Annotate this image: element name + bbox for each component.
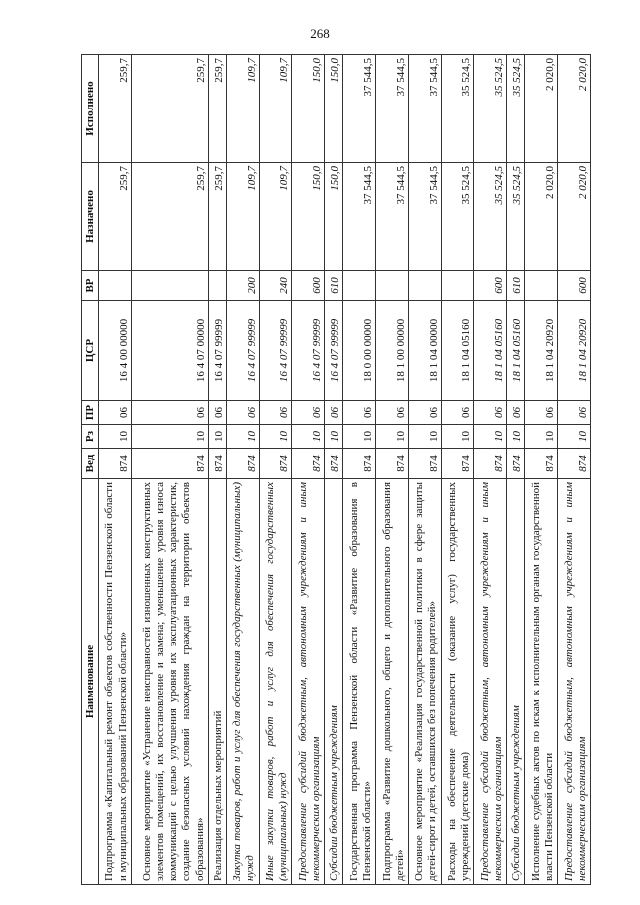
- row-csr: 16 4 07 99999: [259, 301, 292, 401]
- row-ved: 874: [558, 449, 591, 479]
- row-pr: 06: [131, 401, 208, 425]
- row-ved: 874: [474, 449, 507, 479]
- row-pr: 06: [99, 401, 132, 425]
- row-executed: 35 524,5: [474, 55, 507, 163]
- row-pr: 06: [525, 401, 558, 425]
- row-pr: 06: [408, 401, 441, 425]
- row-rz: 10: [325, 425, 343, 449]
- row-pr: 06: [441, 401, 474, 425]
- row-name: Предоставление субсидий бюджетным, автономным учреждениям и иным некоммерческим организациям: [558, 479, 591, 885]
- row-rz: 10: [343, 425, 376, 449]
- row-executed: 150,0: [292, 55, 325, 163]
- row-name: Реализация отдельных мероприятий: [208, 479, 226, 885]
- header-pr: ПР: [82, 401, 99, 425]
- row-ved: 874: [325, 449, 343, 479]
- row-ved: 874: [525, 449, 558, 479]
- row-name: Государственная программа Пензенской области «Развитие образования в Пензенской области»: [343, 479, 376, 885]
- row-assigned: 259,7: [131, 163, 208, 271]
- row-rz: 10: [259, 425, 292, 449]
- row-assigned: 259,7: [99, 163, 132, 271]
- budget-table: [81, 54, 591, 885]
- row-vr: [343, 271, 376, 301]
- row-name: Закупка товаров, работ и услуг для обеспечения государственных (муниципальных) нужд: [226, 479, 259, 885]
- row-vr: [441, 271, 474, 301]
- row-csr: 18 0 00 00000: [343, 301, 376, 401]
- row-vr: 200: [226, 271, 259, 301]
- row-assigned: 2 020,0: [525, 163, 558, 271]
- header-vr: ВР: [82, 271, 99, 301]
- row-rz: 10: [99, 425, 132, 449]
- row-csr: 16 4 07 99999: [292, 301, 325, 401]
- row-pr: 06: [507, 401, 525, 425]
- row-vr: 600: [558, 271, 591, 301]
- table-row: [558, 55, 591, 885]
- row-pr: 06: [474, 401, 507, 425]
- row-rz: 10: [292, 425, 325, 449]
- row-csr: 16 4 07 99999: [208, 301, 226, 401]
- row-assigned: 37 544,5: [408, 163, 441, 271]
- row-rz: 10: [441, 425, 474, 449]
- rotated-table-container: [81, 55, 591, 885]
- table-row: [376, 55, 409, 885]
- row-executed: 109,7: [259, 55, 292, 163]
- row-assigned: 150,0: [325, 163, 343, 271]
- row-pr: 06: [376, 401, 409, 425]
- header-ved: Вед: [82, 449, 99, 479]
- row-rz: 10: [474, 425, 507, 449]
- row-pr: 06: [226, 401, 259, 425]
- row-vr: [99, 271, 132, 301]
- row-rz: 10: [226, 425, 259, 449]
- table-row: [292, 55, 325, 885]
- page-number: 268: [310, 26, 330, 41]
- table-header-row: [82, 55, 99, 885]
- table-row: [474, 55, 507, 885]
- row-ved: 874: [408, 449, 441, 479]
- row-rz: 10: [408, 425, 441, 449]
- row-assigned: 109,7: [226, 163, 259, 271]
- row-executed: 2 020,0: [525, 55, 558, 163]
- row-csr: 16 4 07 99999: [226, 301, 259, 401]
- row-ved: 874: [259, 449, 292, 479]
- row-assigned: 35 524,5: [441, 163, 474, 271]
- header-assigned: Назначено: [82, 163, 99, 271]
- row-name: Иные закупки товаров, работ и услуг для обеспечения государственных (муниципальных) нужд: [259, 479, 292, 885]
- row-ved: 874: [292, 449, 325, 479]
- row-csr: 16 4 00 00000: [99, 301, 132, 401]
- row-executed: 259,7: [208, 55, 226, 163]
- row-name: Субсидии бюджетным учреждениям: [507, 479, 525, 885]
- row-vr: 600: [292, 271, 325, 301]
- row-ved: 874: [441, 449, 474, 479]
- row-assigned: 109,7: [259, 163, 292, 271]
- row-vr: [525, 271, 558, 301]
- row-executed: 35 524,5: [441, 55, 474, 163]
- row-rz: 10: [525, 425, 558, 449]
- row-ved: 874: [131, 449, 208, 479]
- row-ved: 874: [343, 449, 376, 479]
- row-csr: 18 1 00 00000: [376, 301, 409, 401]
- row-executed: 259,7: [131, 55, 208, 163]
- row-executed: 37 544,5: [376, 55, 409, 163]
- row-vr: 240: [259, 271, 292, 301]
- row-csr: 16 4 07 00000: [131, 301, 208, 401]
- row-name: Основное мероприятие «Устранение неисправностей изношенных конструктивных элементов помещений, их восстановление и замена; уменьшение уровня износа коммуникаций с целью улучшения уровня их эксплуатационных характеристик, создание безопасных условий нахождения граждан на территории объектов образования»: [131, 479, 208, 885]
- row-ved: 874: [226, 449, 259, 479]
- row-vr: [208, 271, 226, 301]
- row-csr: 18 1 04 20920: [525, 301, 558, 401]
- row-executed: 2 020,0: [558, 55, 591, 163]
- row-name: Расходы на обеспечение деятельности (оказание услуг) государственных учреждений (детские дома): [441, 479, 474, 885]
- row-vr: [131, 271, 208, 301]
- row-csr: 18 1 04 20920: [558, 301, 591, 401]
- table-row: [507, 55, 525, 885]
- row-name: Предоставление субсидий бюджетным, автономным учреждениям и иным некоммерческим организациям: [292, 479, 325, 885]
- row-assigned: 37 544,5: [343, 163, 376, 271]
- table-row: [325, 55, 343, 885]
- table-row: [441, 55, 474, 885]
- row-vr: 610: [507, 271, 525, 301]
- row-executed: 37 544,5: [343, 55, 376, 163]
- header-rz: Рз: [82, 425, 99, 449]
- row-name: Субсидии бюджетным учреждениям: [325, 479, 343, 885]
- table-row: [259, 55, 292, 885]
- row-rz: 10: [507, 425, 525, 449]
- row-name: Подпрограмма «Капитальный ремонт объектов собственности Пензенской области и муниципальных образований Пензенской области»: [99, 479, 132, 885]
- row-name: Исполнение судебных актов по искам к исполнительным органам государственной власти Пензенской области: [525, 479, 558, 885]
- row-ved: 874: [208, 449, 226, 479]
- table-row: [208, 55, 226, 885]
- row-rz: 10: [376, 425, 409, 449]
- row-assigned: 259,7: [208, 163, 226, 271]
- header-executed: Исполнено: [82, 55, 99, 163]
- row-vr: 610: [325, 271, 343, 301]
- row-pr: 06: [325, 401, 343, 425]
- table-row: [408, 55, 441, 885]
- row-assigned: 2 020,0: [558, 163, 591, 271]
- row-rz: 10: [208, 425, 226, 449]
- row-executed: 37 544,5: [408, 55, 441, 163]
- table-row: [343, 55, 376, 885]
- table-row: [525, 55, 558, 885]
- row-vr: [408, 271, 441, 301]
- row-csr: 18 1 04 05160: [474, 301, 507, 401]
- header-csr: ЦСР: [82, 301, 99, 401]
- row-executed: 35 524,5: [507, 55, 525, 163]
- table-row: [131, 55, 208, 885]
- row-executed: 109,7: [226, 55, 259, 163]
- row-assigned: 37 544,5: [376, 163, 409, 271]
- row-rz: 10: [558, 425, 591, 449]
- header-name: Наименование: [82, 479, 99, 885]
- row-executed: 150,0: [325, 55, 343, 163]
- table-row: [99, 55, 132, 885]
- row-csr: 18 1 04 00000: [408, 301, 441, 401]
- row-csr: 18 1 04 05160: [507, 301, 525, 401]
- row-assigned: 35 524,5: [507, 163, 525, 271]
- row-name: Основное мероприятие «Реализация государственной политики в сфере защиты детей-сирот и детей, оставшихся без попечения родителей»: [408, 479, 441, 885]
- row-rz: 10: [131, 425, 208, 449]
- table-row: [226, 55, 259, 885]
- row-pr: 06: [292, 401, 325, 425]
- row-vr: [376, 271, 409, 301]
- row-pr: 06: [208, 401, 226, 425]
- row-pr: 06: [343, 401, 376, 425]
- row-csr: 16 4 07 99999: [325, 301, 343, 401]
- row-ved: 874: [376, 449, 409, 479]
- row-vr: 600: [474, 271, 507, 301]
- row-pr: 06: [259, 401, 292, 425]
- row-pr: 06: [558, 401, 591, 425]
- row-csr: 18 1 04 05160: [441, 301, 474, 401]
- row-executed: 259,7: [99, 55, 132, 163]
- row-ved: 874: [99, 449, 132, 479]
- row-name: Предоставление субсидий бюджетным, автономным учреждениям и иным некоммерческим организациям: [474, 479, 507, 885]
- row-name: Подпрограмма «Развитие дошкольного, общего и дополнительного образования детей»: [376, 479, 409, 885]
- row-assigned: 35 524,5: [474, 163, 507, 271]
- row-ved: 874: [507, 449, 525, 479]
- row-assigned: 150,0: [292, 163, 325, 271]
